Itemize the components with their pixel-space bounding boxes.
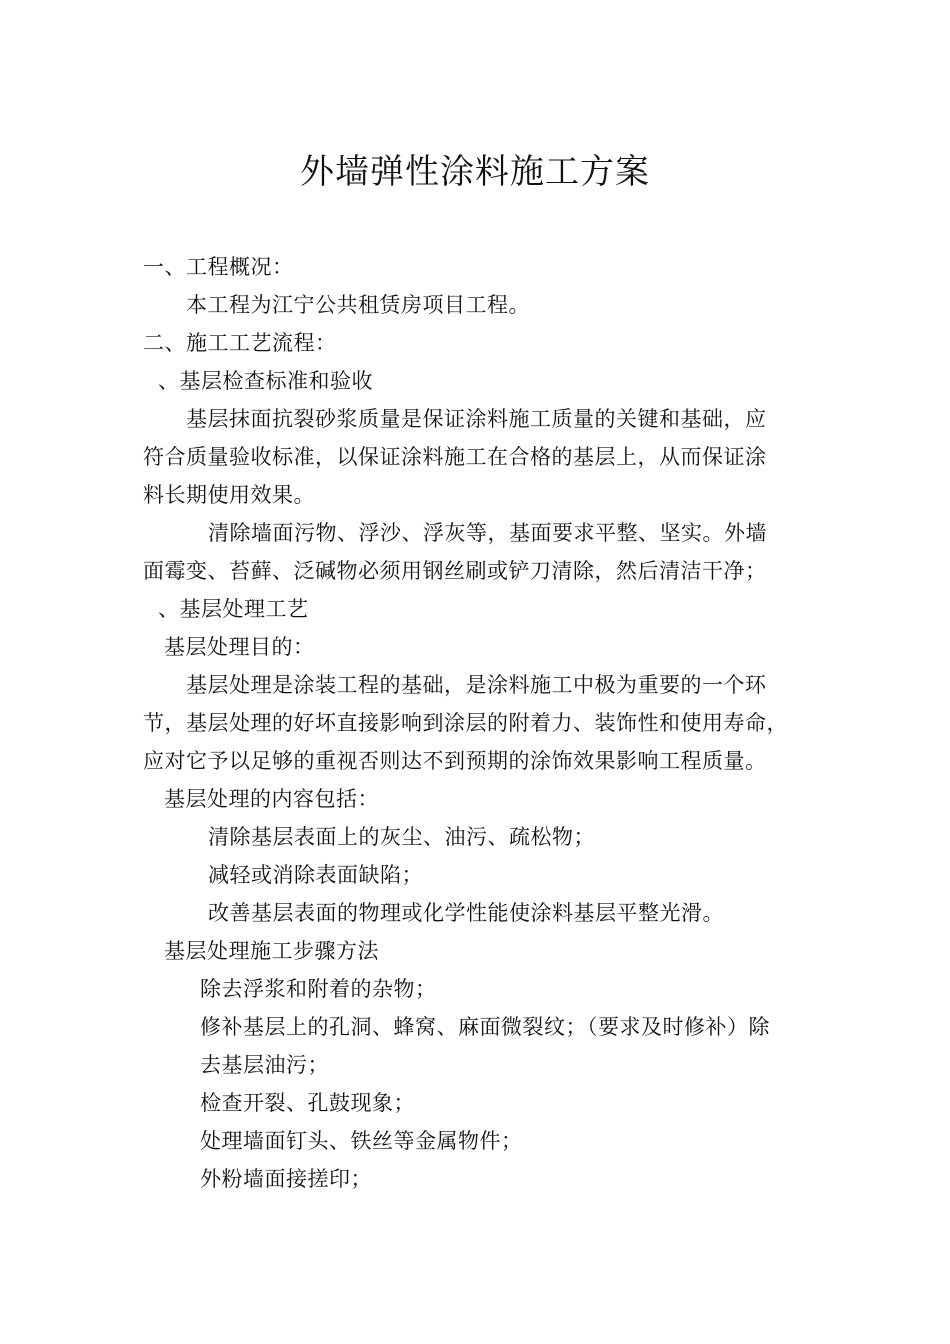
subheading-contents: 基层处理的内容包括： xyxy=(164,787,379,811)
list-item: 改善基层表面的物理或化学性能使涂料基层平整光滑。 xyxy=(208,901,724,925)
list-item: 检查开裂、孔鼓现象； xyxy=(200,1091,415,1115)
subheading-steps: 基层处理施工步骤方法 xyxy=(164,939,379,963)
paragraph-line: 本工程为江宁公共租赁房项目工程。 xyxy=(186,293,530,317)
list-item-continuation: 去基层油污； xyxy=(200,1053,329,1077)
paragraph-line: 应对它予以足够的重视否则达不到预期的涂饰效果影响工程质量。 xyxy=(143,749,767,773)
section-heading-overview: 一、工程概况： xyxy=(143,255,294,279)
list-item: 清除基层表面上的灰尘、油污、疏松物； xyxy=(208,825,595,849)
paragraph-line: 面霉变、苔藓、泛碱物必须用钢丝刷或铲刀清除，然后清洁干净； xyxy=(143,559,767,583)
list-item: 除去浮浆和附着的杂物； xyxy=(200,977,437,1001)
paragraph-line: 清除墙面污物、浮沙、浮灰等，基面要求平整、坚实。外墙 xyxy=(208,521,767,545)
subsection-heading-inspection: 、基层检查标准和验收 xyxy=(158,369,373,393)
subsection-heading-treatment: 、基层处理工艺 xyxy=(158,597,309,621)
section-heading-process: 二、施工工艺流程： xyxy=(143,331,337,355)
paragraph-line: 符合质量验收标准，以保证涂料施工在合格的基层上，从而保证涂 xyxy=(143,445,767,469)
paragraph-line: 节，基层处理的好坏直接影响到涂层的附着力、装饰性和使用寿命， xyxy=(143,711,788,735)
subheading-purpose: 基层处理目的： xyxy=(164,635,315,659)
list-item: 减轻或消除表面缺陷； xyxy=(208,863,423,887)
list-item: 处理墙面钉头、铁丝等金属物件； xyxy=(200,1129,523,1153)
list-item: 修补基层上的孔洞、蜂窝、麻面微裂纹；（要求及时修补）除 xyxy=(200,1015,770,1039)
list-item: 外粉墙面接搓印； xyxy=(200,1167,372,1191)
document-title: 外墙弹性涂料施工方案 xyxy=(300,152,650,192)
paragraph-line: 料长期使用效果。 xyxy=(143,483,315,507)
paragraph-line: 基层处理是涂装工程的基础，是涂料施工中极为重要的一个环 xyxy=(186,673,767,697)
paragraph-line: 基层抹面抗裂砂浆质量是保证涂料施工质量的关键和基础，应 xyxy=(186,407,767,431)
